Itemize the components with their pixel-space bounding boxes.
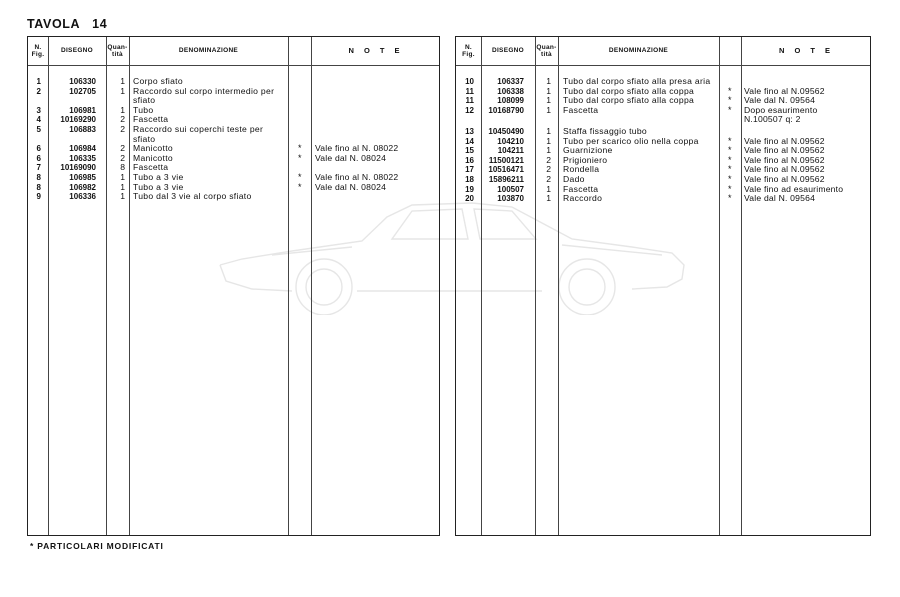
- fig-cell: 17: [465, 165, 474, 175]
- note-cell: Vale fino al N. 08022: [315, 171, 399, 182]
- table-row: [28, 96, 439, 106]
- denominazione-cell: Tubo a 3 vie: [133, 171, 184, 182]
- denominazione-cell: Tubo dal corpo sfiato alla coppa: [563, 95, 695, 106]
- denominazione-cell: sfiato: [133, 95, 156, 106]
- disegno-cell: 10516471: [488, 165, 524, 175]
- modified-marker: *: [728, 95, 732, 106]
- disegno-cell: 103870: [497, 194, 524, 204]
- table-row: [28, 125, 439, 135]
- modified-marker: *: [298, 143, 302, 154]
- denominazione-cell: Raccordo sui coperchi teste per: [133, 123, 264, 134]
- denominazione-cell: Fascetta: [133, 114, 169, 125]
- denominazione-cell: Tubo: [133, 104, 154, 115]
- disegno-cell: 106985: [69, 172, 96, 182]
- disegno-cell: 100507: [497, 184, 524, 194]
- table-row: [456, 115, 870, 125]
- note-cell: Vale fino al N.09562: [744, 154, 825, 165]
- page-title-label: TAVOLA: [27, 17, 81, 31]
- parts-table-right: [455, 36, 871, 536]
- modified-marker: *: [728, 164, 732, 175]
- fig-cell: 6: [36, 153, 41, 163]
- quantita-cell: 2: [546, 164, 551, 175]
- fig-cell: 8: [36, 182, 41, 192]
- quantita-cell: 1: [546, 183, 551, 194]
- quantita-cell: 2: [120, 114, 125, 125]
- disegno-cell: 106338: [497, 86, 524, 96]
- disegno-cell: 106984: [69, 144, 96, 154]
- disegno-cell: 106337: [497, 77, 524, 86]
- denominazione-cell: Raccordo: [563, 193, 603, 204]
- note-cell: Vale dal N. 08024: [315, 181, 387, 192]
- denominazione-cell: Dado: [563, 173, 585, 184]
- denominazione-cell: Manicotto: [133, 152, 173, 163]
- fig-cell: 7: [36, 163, 41, 173]
- fig-cell: 13: [465, 126, 474, 136]
- disegno-cell: 106335: [69, 153, 96, 163]
- modified-marker: *: [728, 145, 732, 156]
- fig-cell: 15: [465, 146, 474, 156]
- note-cell: Vale dal N. 09564: [744, 193, 816, 204]
- quantita-cell: 1: [120, 76, 125, 86]
- modified-marker: *: [728, 193, 732, 204]
- col-header-denominazione: DENOMINAZIONE: [178, 47, 239, 55]
- modified-marker: *: [298, 181, 302, 192]
- quantita-cell: 2: [546, 154, 551, 165]
- col-header-fig: N. Fig.: [31, 43, 45, 58]
- note-cell: Vale fino al N.09562: [744, 135, 825, 146]
- quantita-cell: 1: [120, 171, 125, 182]
- disegno-cell: 10169290: [60, 115, 96, 125]
- disegno-cell: 11500121: [488, 155, 524, 165]
- modified-marker: *: [728, 154, 732, 165]
- fig-cell: 16: [465, 155, 474, 165]
- table-row: [28, 87, 439, 97]
- fig-cell: 10: [465, 77, 474, 86]
- col-header-disegno: DISEGNO: [60, 47, 94, 55]
- denominazione-cell: Guarnizione: [563, 145, 613, 156]
- fig-cell: 1: [36, 77, 41, 86]
- col-header-quantita: Quan- tità: [536, 43, 557, 58]
- table-row: [28, 106, 439, 116]
- col-header-denominazione: DENOMINAZIONE: [608, 47, 669, 55]
- note-cell: Vale fino ad esaurimento: [744, 183, 844, 194]
- page-title-number: 14: [92, 17, 108, 31]
- denominazione-cell: Tubo a 3 vie: [133, 181, 184, 192]
- quantita-cell: 1: [120, 181, 125, 192]
- denominazione-cell: Tubo dal corpo sfiato alla coppa: [563, 85, 695, 96]
- quantita-cell: 8: [120, 162, 125, 173]
- disegno-cell: 10168790: [488, 105, 524, 115]
- modified-marker: *: [728, 85, 732, 96]
- note-cell: Vale fino al N.09562: [744, 173, 825, 184]
- denominazione-cell: Tubo dal 3 vie al corpo sfiato: [133, 191, 252, 202]
- quantita-cell: 1: [546, 193, 551, 204]
- note-cell: N.100507 q: 2: [744, 114, 801, 125]
- fig-cell: 5: [36, 124, 41, 134]
- col-header-note: N O T E: [348, 45, 404, 55]
- denominazione-cell: sfiato: [133, 133, 156, 144]
- quantita-cell: 2: [120, 123, 125, 134]
- table-row: [456, 106, 870, 116]
- parts-table-left: [27, 36, 440, 536]
- disegno-cell: 106982: [69, 182, 96, 192]
- fig-cell: 12: [465, 105, 474, 115]
- denominazione-cell: Prigioniero: [563, 154, 608, 165]
- note-cell: Dopo esaurimento: [744, 104, 818, 115]
- quantita-cell: 1: [546, 95, 551, 106]
- note-cell: Vale dal N. 08024: [315, 152, 387, 163]
- fig-cell: 2: [36, 86, 41, 96]
- col-header-disegno: DISEGNO: [491, 47, 525, 55]
- denominazione-cell: Manicotto: [133, 143, 173, 154]
- disegno-cell: 104211: [497, 146, 524, 156]
- fig-cell: 4: [36, 115, 41, 125]
- quantita-cell: 2: [120, 143, 125, 154]
- quantita-cell: 1: [546, 104, 551, 115]
- left-rows: [28, 77, 439, 202]
- modified-marker: *: [298, 152, 302, 163]
- quantita-cell: 1: [546, 85, 551, 96]
- denominazione-cell: Fascetta: [133, 162, 169, 173]
- page-title: [27, 17, 107, 31]
- fig-cell: 14: [465, 136, 474, 146]
- fig-cell: 3: [36, 105, 41, 115]
- denominazione-cell: Tubo dal corpo sfiato alla presa aria: [563, 76, 711, 86]
- modified-marker: *: [728, 173, 732, 184]
- fig-cell: 11: [465, 86, 474, 96]
- quantita-cell: 2: [120, 152, 125, 163]
- denominazione-cell: Fascetta: [563, 104, 599, 115]
- denominazione-cell: Corpo sfiato: [133, 76, 183, 86]
- denominazione-cell: Fascetta: [563, 183, 599, 194]
- denominazione-cell: Tubo per scarico olio nella coppa: [563, 135, 699, 146]
- fig-cell: 8: [36, 172, 41, 182]
- quantita-cell: 1: [546, 125, 551, 136]
- table-row: [456, 194, 870, 204]
- disegno-cell: 106981: [69, 105, 96, 115]
- denominazione-cell: Rondella: [563, 164, 600, 175]
- table-row: [28, 154, 439, 164]
- right-rows: [456, 77, 870, 204]
- modified-marker: *: [298, 171, 302, 182]
- disegno-cell: 108099: [497, 96, 524, 106]
- quantita-cell: 1: [546, 76, 551, 86]
- denominazione-cell: Raccordo sul corpo intermedio per: [133, 85, 275, 96]
- fig-cell: 18: [465, 174, 474, 184]
- note-cell: Vale fino al N.09562: [744, 145, 825, 156]
- table-row: [28, 192, 439, 202]
- disegno-cell: 10169090: [60, 163, 96, 173]
- fig-cell: 6: [36, 144, 41, 154]
- note-cell: Vale fino al N.09562: [744, 85, 825, 96]
- quantita-cell: 1: [120, 85, 125, 96]
- quantita-cell: 1: [546, 145, 551, 156]
- footnote: * PARTICOLARI MODIFICATI: [30, 541, 164, 551]
- denominazione-cell: Staffa fissaggio tubo: [563, 125, 648, 136]
- modified-marker: *: [728, 135, 732, 146]
- disegno-cell: 106336: [69, 192, 96, 202]
- disegno-cell: 106330: [69, 77, 96, 86]
- note-cell: Vale fino al N.09562: [744, 164, 825, 175]
- fig-cell: 9: [36, 192, 41, 202]
- quantita-cell: 1: [120, 104, 125, 115]
- col-header-fig: N. Fig.: [462, 43, 475, 58]
- col-header-note: N O T E: [778, 45, 835, 55]
- disegno-cell: 15896211: [488, 174, 524, 184]
- modified-marker: *: [728, 183, 732, 194]
- col-header-quantita: Quan- tità: [107, 43, 128, 58]
- fig-cell: 11: [465, 96, 474, 106]
- disegno-cell: 104210: [497, 136, 524, 146]
- disegno-cell: 102705: [69, 86, 96, 96]
- modified-marker: *: [728, 104, 732, 115]
- disegno-cell: 10450490: [488, 126, 524, 136]
- quantita-cell: 1: [546, 135, 551, 146]
- fig-cell: 19: [465, 184, 474, 194]
- note-cell: Vale dal N. 09564: [744, 95, 816, 106]
- quantita-cell: 2: [546, 173, 551, 184]
- disegno-cell: 106883: [69, 124, 96, 134]
- quantita-cell: 1: [120, 191, 125, 202]
- note-cell: Vale fino al N. 08022: [315, 143, 399, 154]
- fig-cell: 20: [465, 194, 474, 204]
